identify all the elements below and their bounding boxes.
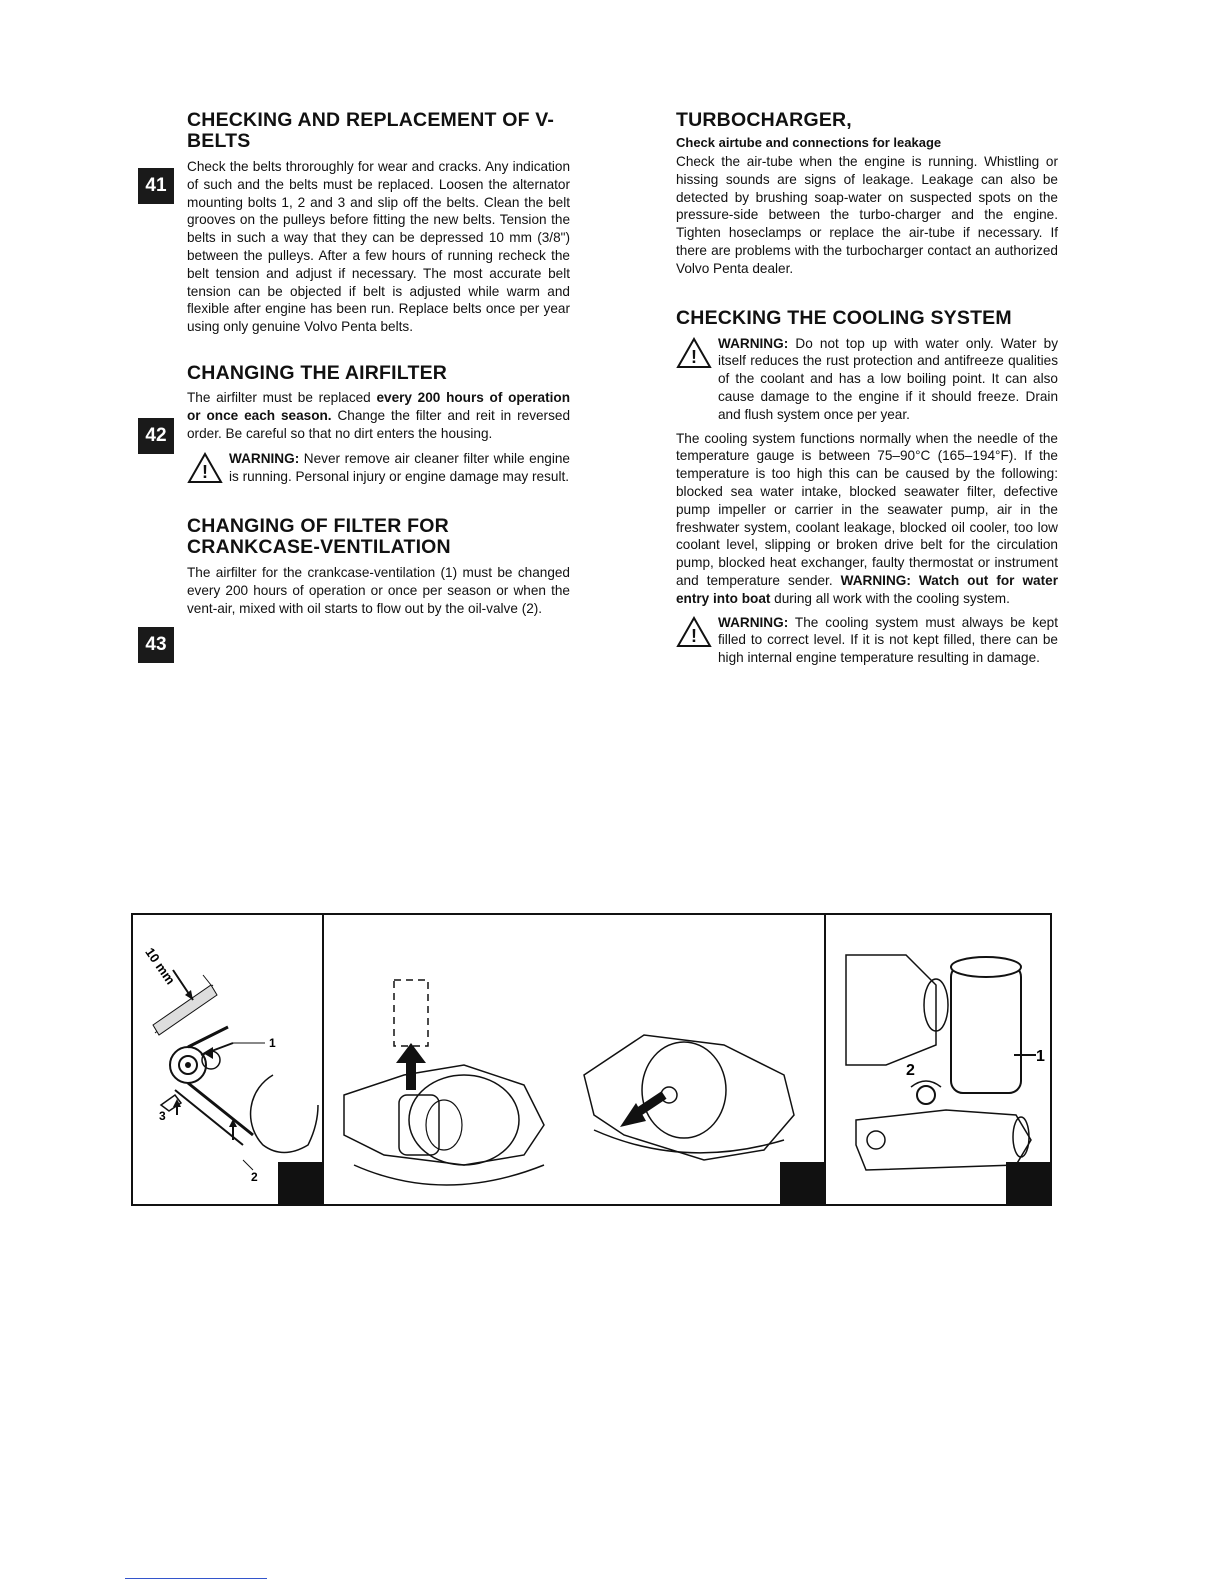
section-43-body: The airfilter for the crankcase-ventilation (1) must be changed every 200 hours of operation or once per season or when the vent-air, mixed with oil starts to flow out by the oil-valve (2). bbox=[187, 564, 570, 616]
figure-43-callout-1: 1 bbox=[1036, 1048, 1045, 1065]
figure-43-crankcase bbox=[826, 915, 1050, 1204]
right-column bbox=[676, 110, 1058, 667]
svg-text:!: ! bbox=[202, 462, 208, 483]
badge-42: 42 bbox=[138, 418, 174, 454]
cooling-warning-2 bbox=[676, 614, 1058, 667]
figure-42-corner-marker bbox=[780, 1162, 824, 1204]
section-42-body-c: Change the filter and reit in reversed order. Be careful so that no dirt enters the housing. bbox=[187, 407, 571, 441]
cooling-warning-2-text bbox=[718, 614, 1058, 667]
cooling-body-a: The cooling system functions normally when the needle of the temperature gauge is between 75–90°C (165–194°F). If the temperature is too high this can be caused by the following: blocked sea water intake, blocked seawater filter, defective pump impeller or carrier in the seawater pump, air in the freshwater system, coolant leakage, blocked oil cooler, too low coolant level, slipping or broken drive belt for the circulation pump, blocked heat exchanger, faulty thermostat or instrument and temperature sender. bbox=[676, 430, 1058, 588]
cooling-warning-2-label: WARNING: bbox=[718, 614, 789, 630]
footer-rule bbox=[125, 1578, 267, 1579]
turbo-subtitle: Check airtube and connections for leakage bbox=[676, 135, 942, 150]
section-42-warning-label: WARNING: bbox=[229, 451, 300, 467]
figure-42-airfilter bbox=[324, 915, 826, 1204]
left-column bbox=[187, 110, 570, 617]
figure-41-callout-1: 1 bbox=[269, 1036, 276, 1050]
cooling-title: CHECKING THE COOLING SYSTEM bbox=[676, 306, 1012, 329]
figure-41-callout-2: 2 bbox=[251, 1170, 258, 1184]
section-42-body-b: every 200 hours of operation or once each season. bbox=[187, 389, 570, 423]
airfilter-illustration bbox=[324, 915, 824, 1204]
section-41-body: Check the belts throroughly for wear and cracks. Any indication of such and the belts must be replaced. Loosen the alternator mounting bolts 1, 2 and 3 and slip off the belts. Clean the belt grooves on the pulleys before fitting the new belts. Tension the belts in such a way that they can be depressed 10 mm (3/8") between the pulleys. After a few hours of running recheck the belt tension and adjust if necessary. The most accurate belt tension can be objected if belt is adjusted while warm and flexible after engine has been run. Replace belts once per year using only genuine Volvo Penta belts. bbox=[187, 159, 570, 335]
cooling-body-c: during all work with the cooling system. bbox=[770, 590, 1010, 606]
section-42-body-a: The airfilter must be replaced bbox=[187, 389, 377, 405]
section-42-title: CHANGING THE AIRFILTER bbox=[187, 361, 448, 384]
section-42-body bbox=[187, 389, 570, 442]
cooling-warning-1-text bbox=[718, 335, 1058, 424]
turbo-title: TURBOCHARGER, bbox=[676, 109, 852, 131]
crankcase-ventilation-illustration bbox=[826, 915, 1050, 1204]
figure-41-corner-marker bbox=[278, 1162, 322, 1204]
warning-triangle-icon bbox=[676, 616, 712, 648]
cooling-warning-2-body: The cooling system must always be kept filled to correct level. If it is not kept filled, there can be high internal engine temperature resulting in damage. bbox=[718, 614, 1058, 666]
section-42-warning-body: Never remove air cleaner filter while engine is running. Personal injury or engine damage may result. bbox=[229, 451, 570, 485]
cooling-body-b: WARNING: Watch out for water entry into boat bbox=[676, 572, 1058, 606]
figure-43-corner-marker bbox=[1006, 1162, 1050, 1204]
figure-41-callout-3: 3 bbox=[159, 1109, 166, 1123]
warning-triangle-icon bbox=[676, 337, 712, 369]
turbo-body: Check the air-tube when the engine is running. Whistling or hissing sounds are signs of leakage. Leakage can also be detected by brushing soap-water on suspected spots on the pressure-side between the turbo-charger and the engine. Tighten hoseclamps or replace the air-tube if necessary. If there are problems with the turbocharger contact an authorized Volvo Penta dealer. bbox=[676, 154, 1058, 276]
section-41-title: CHECKING AND REPLACEMENT OF V-BELTS bbox=[187, 109, 555, 152]
badge-43: 43 bbox=[138, 627, 174, 663]
svg-text:!: ! bbox=[691, 625, 697, 646]
section-42-warning bbox=[187, 450, 570, 486]
cooling-warning-1-body: Do not top up with water only. Water by itself reduces the rust protection and antifreeze qualities of the coolant and has a low boiling point. It can also cause damage to the engine if it should freeze. Drain and flush system once per year. bbox=[718, 335, 1058, 422]
warning-triangle-icon bbox=[187, 452, 223, 484]
belt-tension-illustration bbox=[133, 915, 322, 1204]
cooling-warning-1-label: WARNING: bbox=[718, 335, 789, 351]
svg-text:!: ! bbox=[691, 346, 697, 367]
section-43-title: CHANGING OF FILTER FOR CRANKCASE-VENTILATION bbox=[187, 514, 451, 558]
figure-strip bbox=[131, 913, 1052, 1206]
cooling-body bbox=[676, 430, 1058, 608]
section-42-warning-text bbox=[229, 450, 570, 486]
figure-41-dimension-label: 10 mm bbox=[142, 944, 179, 988]
cooling-warning-1 bbox=[676, 335, 1058, 424]
badge-41: 41 bbox=[138, 168, 174, 204]
figure-41-belts bbox=[133, 915, 324, 1204]
figure-43-callout-2: 2 bbox=[906, 1062, 915, 1079]
